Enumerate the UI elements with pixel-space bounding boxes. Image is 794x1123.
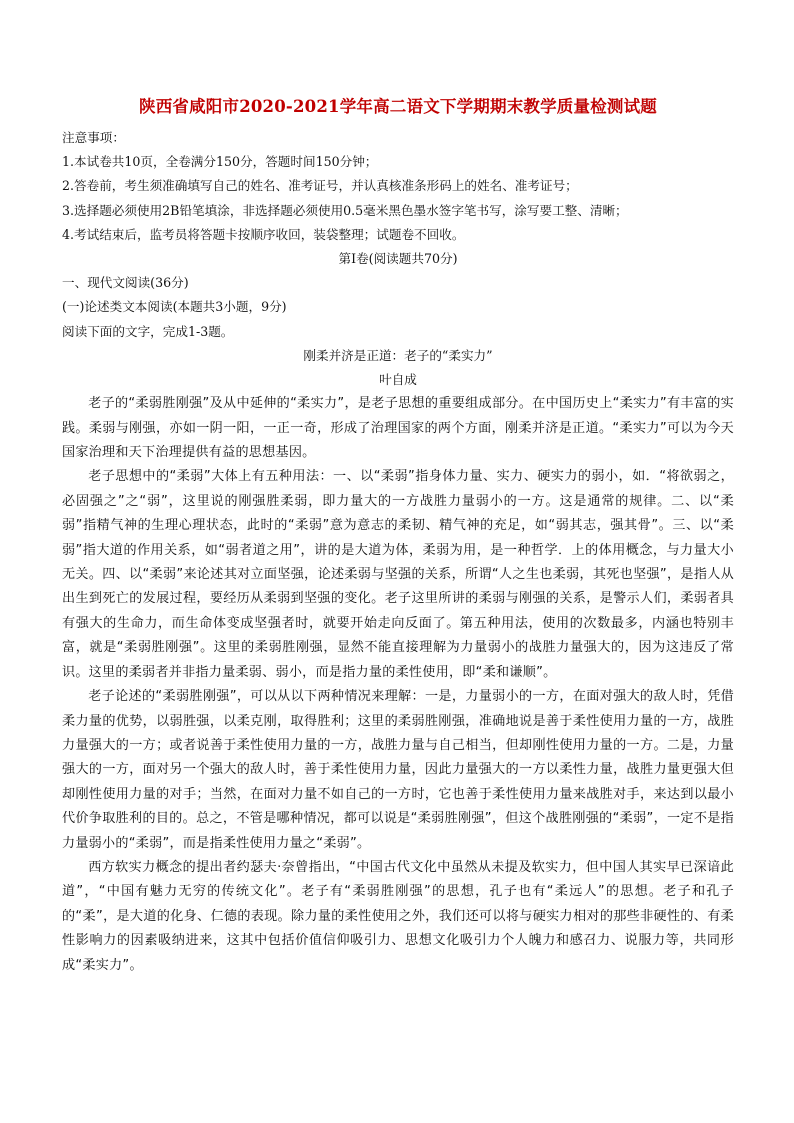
subsection-heading: (一)论述类文本阅读(本题共3小题，9分) xyxy=(62,299,287,315)
part-heading: 第Ⅰ卷(阅读题共70分) xyxy=(338,251,458,267)
article-paragraph: 老子论述的“柔弱胜刚强”，可以从以下两种情况来理解：一是，力量弱小的一方，在面对强大的敌人时，凭借柔力量的优势，以弱胜强，以柔克刚，取得胜利；这里的柔弱胜刚强，准确地说是善于柔性使用力量的一方，战胜力量强大的一方；或者说善于柔性使用力量的一方，战胜力量与自己相当，但却刚性使用力量的一方。二是，力量强大的一方，面对另一个强大的敌人时，善于柔性使用力量，因此力量强大的一方以柔性力量，战胜力量更强大但却刚性使用力量的对手；当然，在面对力量不如自己的一方时，它也善于柔性使用力量来战胜对手，来达到以最小代价争取胜利的目的。总之，不管是哪种情况，都可以说是“柔弱胜刚强”，但这个战胜刚强的“柔弱”，一定不是指力量弱小的“柔弱”，而是指柔性使用力量之“柔弱”。 xyxy=(62,689,734,851)
section-heading: 一、现代文阅读(36分) xyxy=(62,275,189,291)
exam-title: 陕西省咸阳市2020-2021学年高二语文下学期期末教学质量检测试题 xyxy=(139,97,657,116)
notes-heading: 注意事项： xyxy=(62,130,125,145)
article-paragraph: 老子思想中的“柔弱”大体上有五种用法：一、以“柔弱”指身体力量、实力、硬实力的弱小，如．“将欲弱之，必固强之”之“弱”，这里说的刚强胜柔弱，即力量大的一方战胜力量弱小的一方。这是通常的规律。二、以“柔弱”指精气神的生理心理状态，此时的“柔弱”意为意志的柔韧、精气神的充足，如“弱其志，强其骨”。三、以“柔弱”指大道的作用关系，如“弱者道之用”，讲的是大道为体，柔弱为用，是一种哲学．上的体用概念，与力量大小无关。四、以“柔弱”来论述其对立面坚强，论述柔弱与坚强的关系，所谓“人之生也柔弱，其死也坚强”，是指人从出生到死亡的发展过程，要经历从柔弱到坚强的变化。老子这里所讲的柔弱与刚强的关系，是警示人们，柔弱者具有强大的生命力，而生命体变成坚强者时，就要开始走向反面了。第五种用法，使用的次数最多，内涵也特别丰富，就是“柔弱胜刚强”。这里的柔弱胜刚强，显然不能直接理解为力量弱小的战胜力量强大的，因为这违反了常识。这里的柔弱者并非指力量柔弱、弱小，而是指力量的柔性使用，即“柔和谦顺”。 xyxy=(62,469,734,680)
article-title: 刚柔并济是正道：老子的“柔实力” xyxy=(303,347,493,363)
note-item: 1.本试卷共10页，全卷满分150分，答题时间150分钟； xyxy=(62,154,378,170)
reading-instruction: 阅读下面的文字，完成1-3题。 xyxy=(62,323,234,339)
note-item: 2.答卷前，考生须准确填写自己的姓名、准考证号，并认真核准条形码上的姓名、准考证号； xyxy=(62,178,578,194)
note-item: 4.考试结束后，监考员将答题卡按顺序收回，装袋整理；试题卷不回收。 xyxy=(62,226,465,242)
article-paragraph: 老子的“柔弱胜刚强”及从中延伸的“柔实力”，是老子思想的重要组成部分。在中国历史上“柔实力”有丰富的实践。柔弱与刚强，亦如一阴一阳，一正一奇，形成了治理国家的两个方面，刚柔并济是正道。“柔实力”可以为今天国家治理和天下治理提供有益的思想基因。 xyxy=(62,396,734,461)
exam-page xyxy=(62,96,734,978)
article-paragraph: 西方软实力概念的提出者约瑟夫·奈曾指出，“中国古代文化中虽然从未提及软实力，但中国人其实早已深谙此道”，“中国有魅力无穷的传统文化”。老子有“柔弱胜刚强”的思想，孔子也有“柔远人”的思想。老子和孔子的“柔”，是大道的化身、仁德的表现。除力量的柔性使用之外，我们还可以将与硬实力相对的那些非硬性的、有柔性影响力的因素吸纳进来，这其中包括价值信仰吸引力、思想文化吸引力个人魄力和感召力、说服力等，共同形成“柔实力”。 xyxy=(62,859,734,973)
article-author: 叶自成 xyxy=(379,372,417,388)
note-item: 3.选择题必须使用2B铅笔填涂，非选择题必须使用0.5毫米黑色墨水签字笔书写，涂写要工整、清晰； xyxy=(62,202,628,218)
